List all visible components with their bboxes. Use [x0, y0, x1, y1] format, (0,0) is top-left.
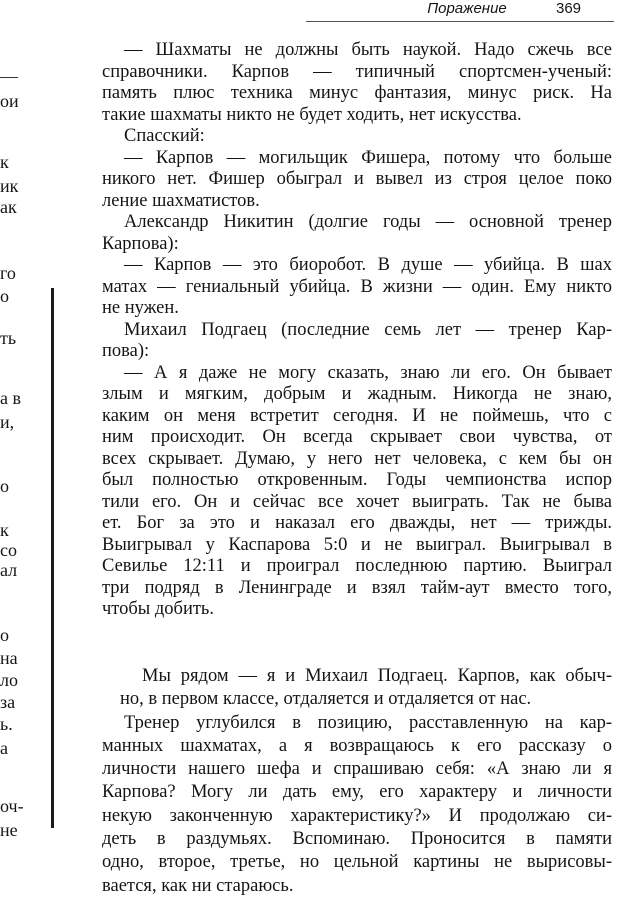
text-line: — А я даже не могу сказать, знаю ли его. Он бывает — [124, 362, 612, 383]
text-line: память плюс техника минус фантазия, минус риск. На — [102, 83, 612, 103]
text-line: всех скрывает. Думаю, у него нет человека, с кем бы он — [102, 448, 612, 469]
text-line: вается, как ни стараюсь. — [102, 875, 294, 896]
fragment: ал — [0, 560, 18, 580]
fragment: на — [0, 648, 18, 668]
text-line: но, в первом классе, отдаляется и отдаляется от нас. — [120, 689, 532, 710]
fragment: ои — [0, 91, 19, 111]
text-line: Александр Никитин (долгие годы — основной тренер — [124, 212, 612, 232]
page-number: 369 — [556, 0, 582, 17]
text-line: ет. Бог за это и наказал его дважды, нет — трижды. — [102, 513, 612, 533]
text-line: Мы рядом — я и Михаил Подгаец. Карпов, как обыч- — [142, 666, 612, 686]
text-line: пова): — [102, 341, 150, 361]
text-line: личности нашего шефа и спрашиваю себя: «А знаю ли я — [102, 759, 612, 780]
text-line: ним происходит. Он всегда скрывает свои чувства, от — [102, 427, 612, 447]
text-line: — Карпов — это биоробот. В душе — убийца. В шах — [124, 255, 612, 275]
text-line: матах — гениальный убийца. В жизни — один. Ему никто — [102, 276, 612, 297]
fragment: к — [0, 520, 9, 540]
fragment: ь. — [0, 714, 13, 734]
text-line: Михаил Подгаец (последние семь лет — тренер Кар- — [124, 319, 612, 340]
text-line: был полностью откровенным. Годы чемпионства испор — [102, 470, 612, 490]
text-line: каким он меня встретит сегодня. И не поймешь, что с — [102, 405, 612, 426]
text-line: — Карпов — могильщик Фишера, потому что больше — [124, 147, 612, 168]
fragment: о — [0, 625, 9, 645]
chapter-title: Поражение — [427, 0, 507, 17]
text-line: Карпова? Могу ли дать ему, его характеру и личности — [102, 782, 612, 803]
text-line: три подряд в Ленинграде и взял тайм-аут вместо того, — [102, 577, 612, 598]
text-line: не нужен. — [102, 298, 179, 318]
fragment: со — [0, 540, 17, 560]
text-line: Спасский: — [124, 126, 205, 146]
text-line: Карпова): — [102, 233, 179, 254]
fragment: ть — [0, 328, 17, 348]
fragment: о — [0, 476, 9, 496]
text-line: справочники. Карпов — типичный спортсмен-ученый: — [102, 61, 612, 82]
fragment: не — [0, 820, 18, 840]
text-line: — Шахматы не должны быть наукой. Надо сжечь все — [124, 40, 612, 60]
fragment: ак — [0, 197, 17, 217]
fragment: за — [0, 692, 16, 712]
fragment: а — [0, 738, 8, 758]
fragment: го — [0, 263, 16, 283]
text-line: Севилье 12:11 и проиграл последнюю партию. Выиграл — [102, 556, 612, 576]
fragment: и, — [0, 412, 15, 432]
fragment: а в — [0, 388, 21, 408]
facing-page-fragments — [0, 0, 28, 877]
text-line: тили его. Он и сейчас все хочет выиграть. Так не быва — [102, 491, 612, 512]
text-line: никого нет. Фишер обыграл и вывел из строя целое поко — [102, 169, 612, 189]
fragment: оч- — [0, 796, 24, 816]
fragment: о — [0, 286, 9, 306]
text-line: злым и мягким, добрым и жадным. Никогда не знаю, — [102, 384, 612, 404]
text-line: деть в раздумьях. Вспоминаю. Проносится в памяти — [102, 829, 612, 850]
quotes-block — [102, 40, 612, 621]
text-line: Выигрывал у Каспарова 5:0 и не выиграл. Выигрывал в — [102, 534, 612, 555]
text-line: Тренер углубился в позицию, расставленную на кар- — [124, 712, 612, 733]
fragment: ик — [0, 176, 19, 196]
fragment: ло — [0, 670, 18, 690]
narrative-block — [102, 665, 612, 898]
margin-bar — [51, 288, 54, 828]
text-line: ление шахматистов. — [102, 190, 260, 211]
fragment: к — [0, 152, 9, 172]
text-line: одно, второе, третье, но цельной картины не вырисовы- — [102, 852, 612, 873]
text-line: некую законченную характеристику?» И продолжаю си- — [102, 805, 612, 826]
header-rule — [306, 21, 614, 22]
text-line: чтобы добить. — [102, 599, 214, 619]
fragment: — — [0, 66, 18, 86]
text-line: такие шахматы никто не будет ходить, нет искусства. — [102, 104, 522, 125]
text-line: манных шахматах, а я возвращаюсь к его рассказу о — [102, 735, 612, 756]
